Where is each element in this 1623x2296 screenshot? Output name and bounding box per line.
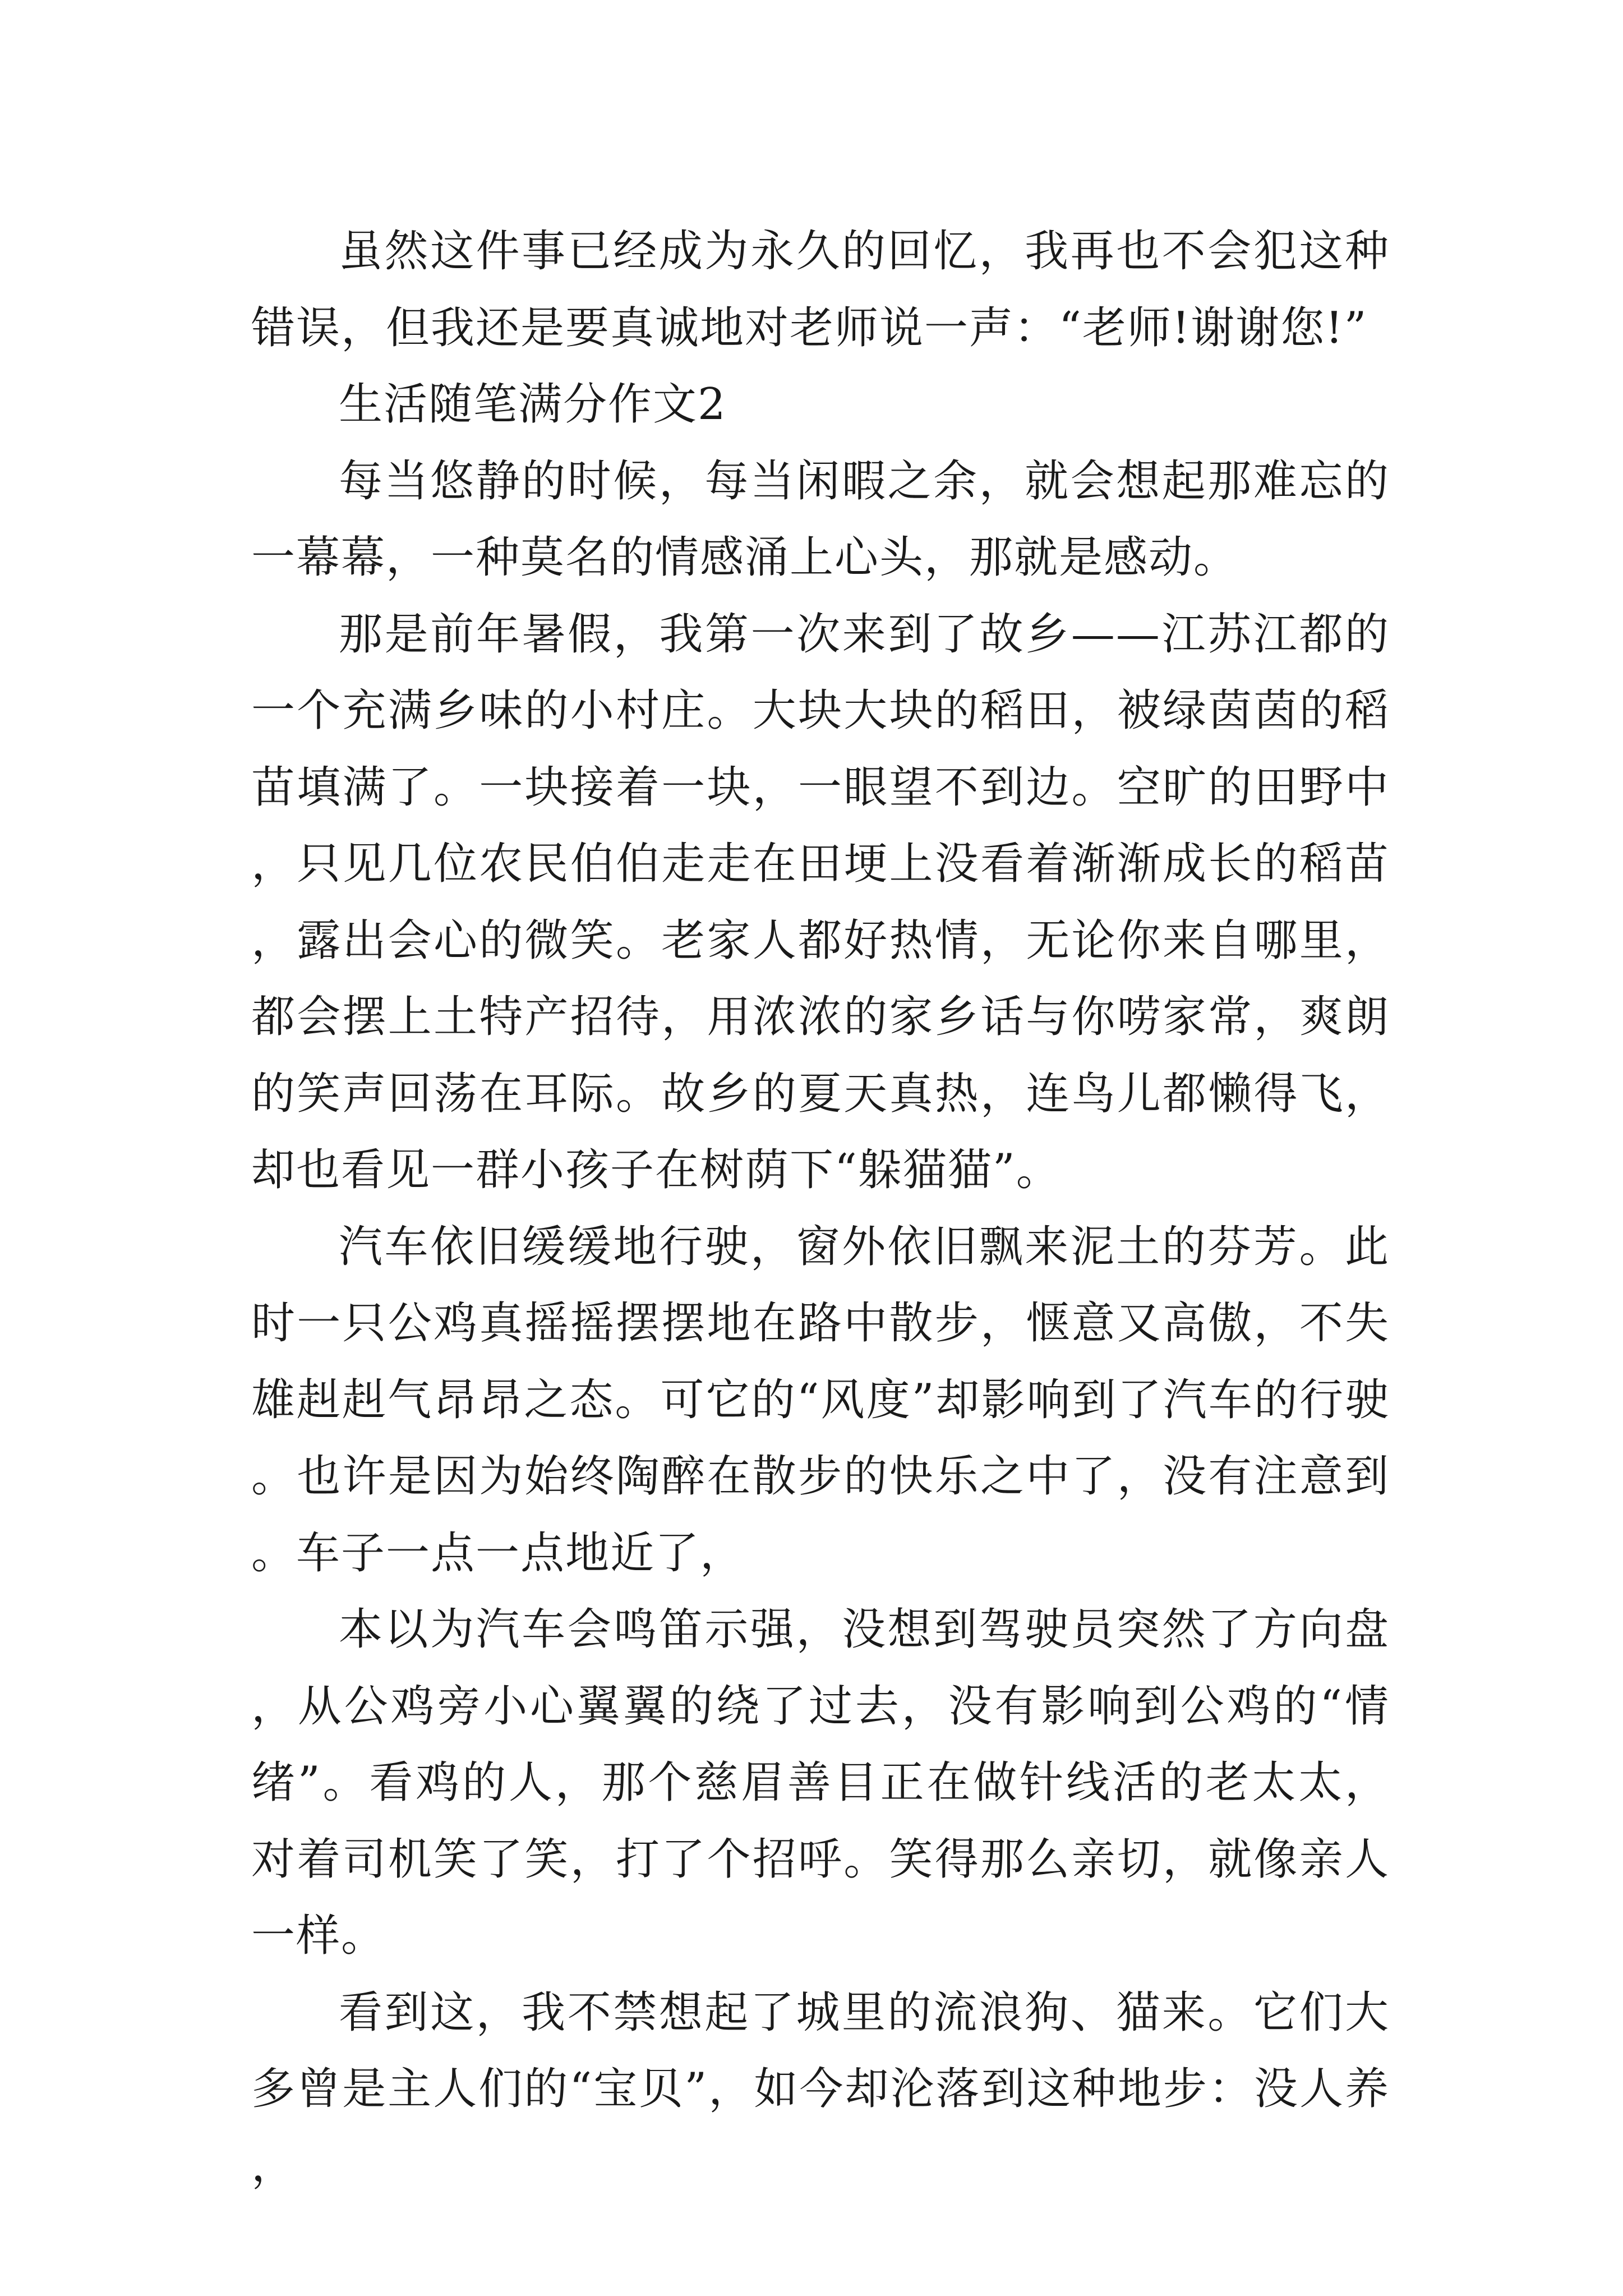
paragraph-driver: 本以为汽车会鸣笛示强，没想到驾驶员突然了方向盘，从公鸡旁小心翼翼的绕了过去，没有影响到公鸡的“情绪”。看鸡的人，那个慈眉善目正在做针线活的老太太，对着司机笑了笑，打了个招呼。笑得那么亲切，就像亲人一样。 bbox=[251, 1604, 1390, 1961]
essay-title: 生活随笔满分作文2 bbox=[339, 379, 727, 430]
paragraph-hometown: 那是前年暑假，我第一次来到了故乡——江苏江都的一个充满乡味的小村庄。大块大块的稻田，被绿茵茵的稻苗填满了。一块接着一块，一眼望不到边。空旷的田野中，只见几位农民伯伯走走在田埂上没看着渐渐成长的稻苗，露出会心的微笑。老家人都好热情，无论你来自哪里，都会摆上土特产招待，用浓浓的家乡话与你唠家常，爽朗的笑声回荡在耳际。故乡的夏天真热，连鸟儿都懒得飞，却也看见一群小孩子在树荫下“躲猫猫”。 bbox=[251, 609, 1390, 1195]
paragraph-rooster: 汽车依旧缓缓地行驶，窗外依旧飘来泥土的芬芳。此时一只公鸡真摇摇摆摆地在路中散步，惬意又高傲，不失雄赳赳气昂昂之态。可它的“风度”却影响到了汽车的行驶。也许是因为始终陶醉在散步的快乐之中了，没有注意到。车子一点一点地近了， bbox=[251, 1221, 1390, 1579]
paragraph-intro: 每当悠静的时候，每当闲暇之余，就会想起那难忘的一幕幕，一种莫名的情感涌上心头，那就是感动。 bbox=[251, 455, 1390, 583]
document-body bbox=[251, 213, 1390, 2204]
paragraph-stray-animals: 看到这，我不禁想起了城里的流浪狗、猫来。它们大多曾是主人们的“宝贝”，如今却沦落到这种地步：没人养， bbox=[251, 1987, 1390, 2191]
paragraph-closing-thanks: 虽然这件事已经成为永久的回忆，我再也不会犯这种错误，但我还是要真诚地对老师说一声：“老师!谢谢您!” bbox=[251, 226, 1390, 353]
